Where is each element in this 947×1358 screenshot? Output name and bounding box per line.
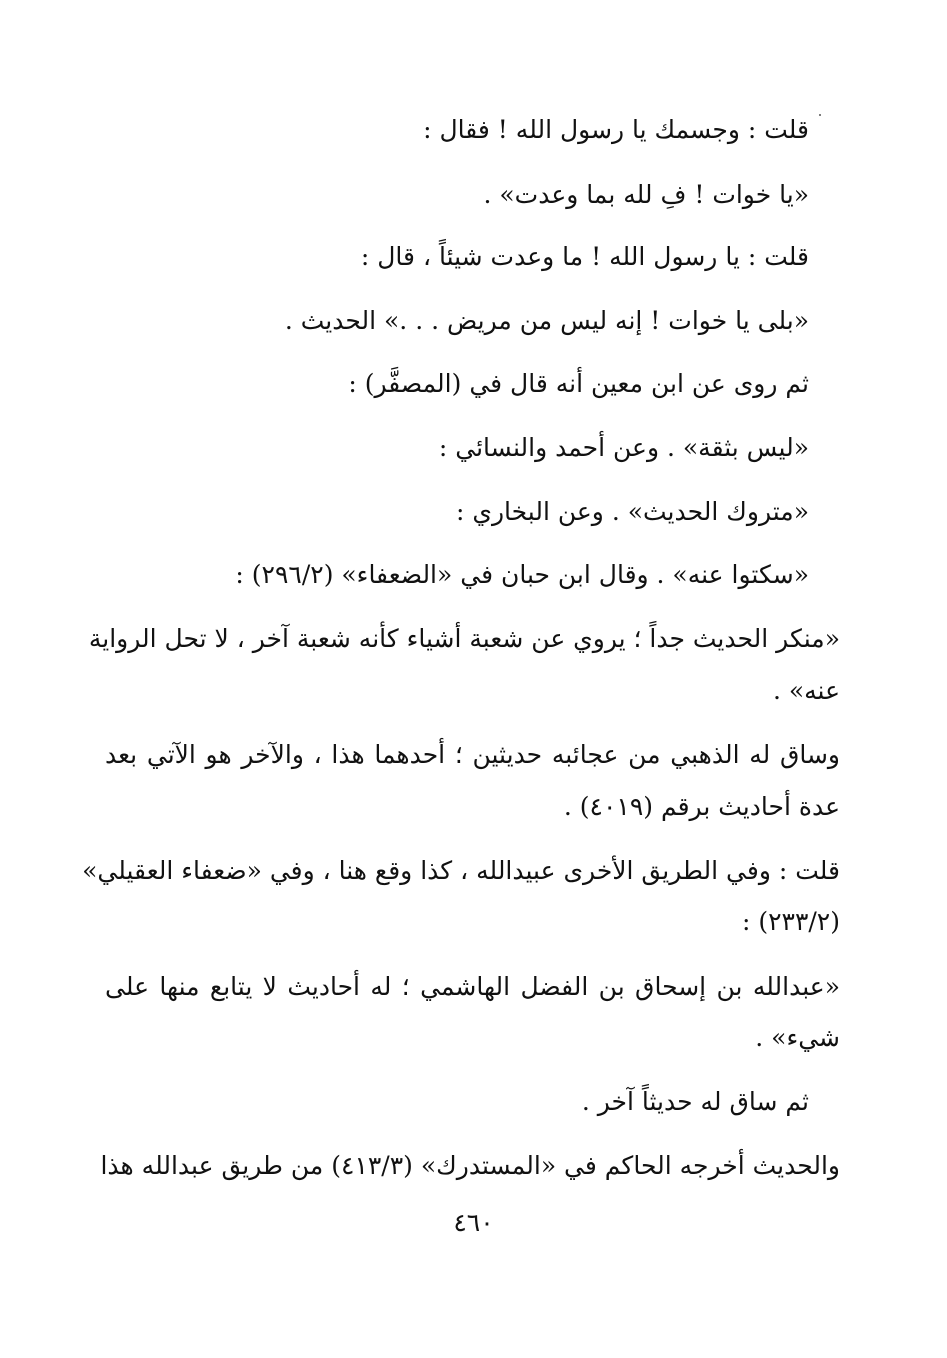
- text-line: ثم ساق له حديثاً آخر .: [581, 1087, 809, 1116]
- text-line: عنه» .: [772, 676, 840, 705]
- text-line: «بلى يا خوات ! إنه ليس من مريض . . .» الحديث .: [284, 306, 809, 335]
- text-line: «ليس بثقة» . وعن أحمد والنسائي :: [438, 433, 809, 462]
- text-line: «عبدالله بن إسحاق بن الفضل الهاشمي ؛ له أحاديث لا يتابع منها على: [105, 972, 840, 1001]
- text-line: (٢٣٣/٢) :: [741, 907, 840, 936]
- text-line: عدة أحاديث برقم (٤٠١٩) .: [563, 792, 840, 821]
- page-number: ٤٦٠: [453, 1208, 494, 1237]
- text-line: قلت : وفي الطريق الأخرى عبيدالله ، كذا وقع هنا ، وفي «ضعفاء العقيلي»: [82, 856, 840, 885]
- speck-mark: [819, 114, 821, 116]
- text-line: وساق له الذهبي من عجائبه حديثين ؛ أحدهما هذا ، والآخر هو الآتي بعد: [105, 740, 840, 769]
- text-line: قلت : وجسمك يا رسول الله ! فقال :: [423, 115, 809, 144]
- text-line: شيء» .: [755, 1023, 840, 1052]
- text-line: ثم روى عن ابن معين أنه قال في (المصفَّر) :: [348, 369, 809, 398]
- text-line: «يا خوات ! فِ لله بما وعدت» .: [483, 180, 809, 209]
- text-line: «سكتوا عنه» . وقال ابن حبان في «الضعفاء» (٢٩٦/٢) :: [235, 560, 809, 589]
- text-line: والحديث أخرجه الحاكم في «المستدرك» (٤١٣/٣) من طريق عبدالله هذا: [100, 1151, 840, 1180]
- text-line: «متروك الحديث» . وعن البخاري :: [456, 497, 809, 526]
- text-line: قلت : يا رسول الله ! ما وعدت شيئاً ، قال :: [360, 242, 809, 271]
- text-line: «منكر الحديث جداً ؛ يروي عن شعبة أشياء كأنه شعبة آخر ، لا تحل الرواية: [88, 624, 840, 653]
